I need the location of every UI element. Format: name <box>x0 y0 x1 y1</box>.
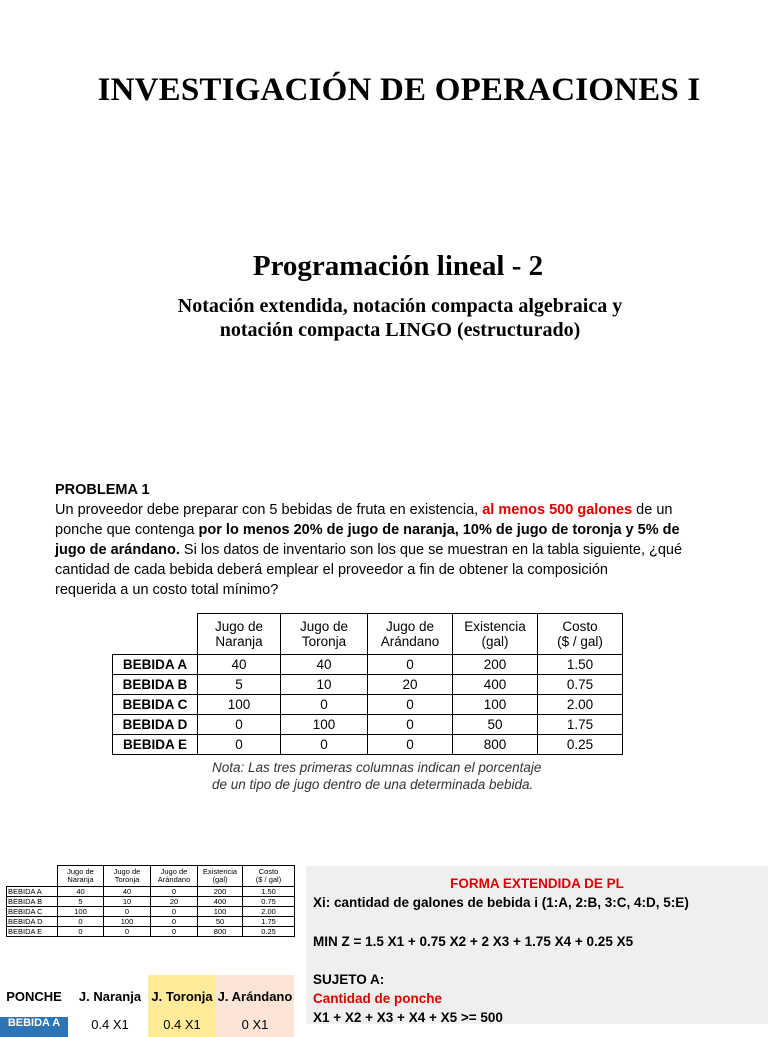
inventory-table <box>112 613 623 755</box>
table-cell: 1.50 <box>538 655 623 675</box>
row-header: BEBIDA D <box>7 917 58 927</box>
problem-line-1 <box>55 500 695 520</box>
header-line: Toronja <box>114 875 140 884</box>
table-row <box>7 927 295 937</box>
section-description <box>100 294 700 342</box>
objective-function: MIN Z = 1.5 X1 + 0.75 X2 + 2 X3 + 1.75 X4 + 0.25 X5 <box>313 934 634 949</box>
header-toronja <box>281 614 368 655</box>
table-cell: 40 <box>104 887 151 897</box>
problem-line-4: cantidad de cada bebida deberá emplear el proveedor a fin de obtener la composición <box>55 562 608 578</box>
header-line: Jugo de <box>385 619 435 634</box>
description-line-2: notación compacta LINGO (estructurado) <box>219 319 581 341</box>
table-cell: 0 <box>198 715 281 735</box>
table-cell: 0.25 <box>538 735 623 755</box>
table-cell: 50 <box>198 917 243 927</box>
sujeto-a-label: SUJETO A: <box>313 972 385 987</box>
table-cell: 0 <box>198 735 281 755</box>
problem-line-2 <box>55 520 695 540</box>
note-line: Nota: Las tres primeras columnas indican el porcentaje <box>212 760 542 775</box>
header-line: Naranja <box>215 634 263 649</box>
table-cell: 40 <box>198 655 281 675</box>
header-line: Jugo de <box>299 619 349 634</box>
row-header: BEBIDA C <box>113 695 198 715</box>
table-row <box>7 907 295 917</box>
header-line: Toronja <box>301 634 347 649</box>
ponche-label: PONCHE <box>6 988 62 1004</box>
problem-text: Si los datos de inventario son los que se muestran en la tabla siguiente, ¿qué <box>183 542 683 558</box>
problem-line-3 <box>55 540 695 560</box>
table-row <box>7 887 295 897</box>
header-line: (gal) <box>481 634 509 649</box>
header-line: Costo <box>562 619 598 634</box>
table-cell: 0 <box>58 917 104 927</box>
ponche-col-toronja: J. Toronja <box>148 975 216 1017</box>
table-cell: 50 <box>453 715 538 735</box>
problem-emphasis: por lo menos 20% de jugo de naranja, 10% de jugo de toronja y 5% de <box>198 522 680 538</box>
header-line: Jugo de <box>160 867 188 876</box>
table-row <box>7 917 295 927</box>
row-header: BEBIDA A <box>7 887 58 897</box>
header-line: Jugo de <box>113 867 141 876</box>
row-header: BEBIDA B <box>113 675 198 695</box>
table-cell: 200 <box>198 887 243 897</box>
table-cell: 100 <box>453 695 538 715</box>
table-cell: 0 <box>368 655 453 675</box>
page-title: INVESTIGACIÓN DE OPERACIONES I <box>97 72 701 108</box>
table-cell: 0 <box>151 887 198 897</box>
forma-title: FORMA EXTENDIDA DE PL <box>450 876 624 891</box>
table-cell: 10 <box>104 897 151 907</box>
table-cell: 20 <box>368 675 453 695</box>
table-cell: 2.00 <box>243 907 295 917</box>
problem-highlight: al menos 500 galones <box>482 502 633 518</box>
header-existencia <box>453 614 538 655</box>
table-row <box>113 715 623 735</box>
table-cell: 5 <box>198 675 281 695</box>
header-line: ($ / gal) <box>557 634 603 649</box>
table-cell: 20 <box>151 897 198 907</box>
header-naranja <box>198 614 281 655</box>
row-header: BEBIDA B <box>7 897 58 907</box>
header-arandano <box>151 866 198 887</box>
header-line: Arándano <box>380 634 440 649</box>
table-row <box>113 695 623 715</box>
problem-text: ponche que contenga <box>55 522 195 538</box>
row-header: BEBIDA E <box>113 735 198 755</box>
table-cell: 40 <box>281 655 368 675</box>
ponche-col-naranja: J. Naranja <box>72 975 148 1017</box>
table-row <box>7 897 295 907</box>
table-cell: 200 <box>453 655 538 675</box>
header-costo <box>243 866 295 887</box>
table-cell: 100 <box>58 907 104 917</box>
ponche-col-arandano: J. Arándano <box>216 975 294 1017</box>
variable-definition: Xi: cantidad de galones de bebida i (1:A, 2:B, 3:C, 4:D, 5:E) <box>313 895 689 910</box>
table-cell: 0 <box>151 917 198 927</box>
header-line: Jugo de <box>214 619 264 634</box>
table-cell: 0 <box>368 735 453 755</box>
table-cell: 0 <box>281 695 368 715</box>
table-cell: 0 <box>281 735 368 755</box>
table-cell: 100 <box>198 907 243 917</box>
table-cell: 0 <box>104 907 151 917</box>
table-cell: 0.75 <box>243 897 295 907</box>
row-header: BEBIDA A <box>113 655 198 675</box>
problem-line-5: requerida a un costo total mínimo? <box>55 582 279 598</box>
table-cell: 400 <box>453 675 538 695</box>
header-line: Jugo de <box>67 867 94 876</box>
header-arandano <box>368 614 453 655</box>
header-toronja <box>104 866 151 887</box>
row-header: BEBIDA C <box>7 907 58 917</box>
table-cell: 100 <box>198 695 281 715</box>
table-cell: 5 <box>58 897 104 907</box>
table-cell: 0.75 <box>538 675 623 695</box>
table-cell: 400 <box>198 897 243 907</box>
table-cell: 800 <box>453 735 538 755</box>
table-cell: 2.00 <box>538 695 623 715</box>
ponche-row-label: BEBIDA A <box>0 1017 68 1037</box>
table-cell: 0 <box>104 927 151 937</box>
mini-inventory-table <box>6 865 295 937</box>
table-row <box>113 735 623 755</box>
table-row <box>113 655 623 675</box>
header-line: Naranja <box>67 875 94 884</box>
table-cell: 0 <box>151 907 198 917</box>
header-line: Existencia <box>202 867 238 876</box>
table-cell: 0 <box>151 927 198 937</box>
table-note <box>212 759 592 793</box>
problem-text: de un <box>636 502 673 518</box>
constraint-group-label: Cantidad de ponche <box>313 991 443 1006</box>
note-line: de un tipo de jugo dentro de una determinada bebida. <box>212 777 534 792</box>
row-header: BEBIDA E <box>7 927 58 937</box>
problem-statement <box>55 480 695 600</box>
header-line: (gal) <box>212 875 228 884</box>
table-cell: 0 <box>58 927 104 937</box>
table-cell: 0 <box>368 715 453 735</box>
ponche-cell: 0.4 X1 <box>148 1017 216 1037</box>
header-line: Arándano <box>157 875 191 884</box>
table-cell: 40 <box>58 887 104 897</box>
constraint-1: X1 + X2 + X3 + X4 + X5 >= 500 <box>313 1010 503 1025</box>
table-corner <box>7 866 58 887</box>
section-subtitle: Programación lineal - 2 <box>252 250 544 282</box>
header-costo <box>538 614 623 655</box>
problem-emphasis: jugo de arándano. <box>55 542 180 558</box>
table-cell: 1.75 <box>243 917 295 927</box>
problem-title: PROBLEMA 1 <box>55 482 150 498</box>
ponche-cell: 0.4 X1 <box>72 1017 148 1037</box>
ponche-cell: 0 X1 <box>216 1017 294 1037</box>
header-line: Existencia <box>464 619 526 634</box>
header-naranja <box>58 866 104 887</box>
table-cell: 0.25 <box>243 927 295 937</box>
table-cell: 0 <box>368 695 453 715</box>
header-line: ($ / gal) <box>255 875 282 884</box>
table-cell: 100 <box>104 917 151 927</box>
table-row <box>113 675 623 695</box>
table-cell: 1.50 <box>243 887 295 897</box>
table-cell: 1.75 <box>538 715 623 735</box>
problem-text: Un proveedor debe preparar con 5 bebidas de fruta en existencia, <box>55 502 479 518</box>
description-line-1: Notación extendida, notación compacta algebraica y <box>177 295 623 317</box>
table-cell: 10 <box>281 675 368 695</box>
table-cell: 100 <box>281 715 368 735</box>
row-header: BEBIDA D <box>113 715 198 735</box>
header-line: Costo <box>258 867 279 876</box>
header-existencia <box>198 866 243 887</box>
table-corner <box>113 614 198 655</box>
table-cell: 800 <box>198 927 243 937</box>
